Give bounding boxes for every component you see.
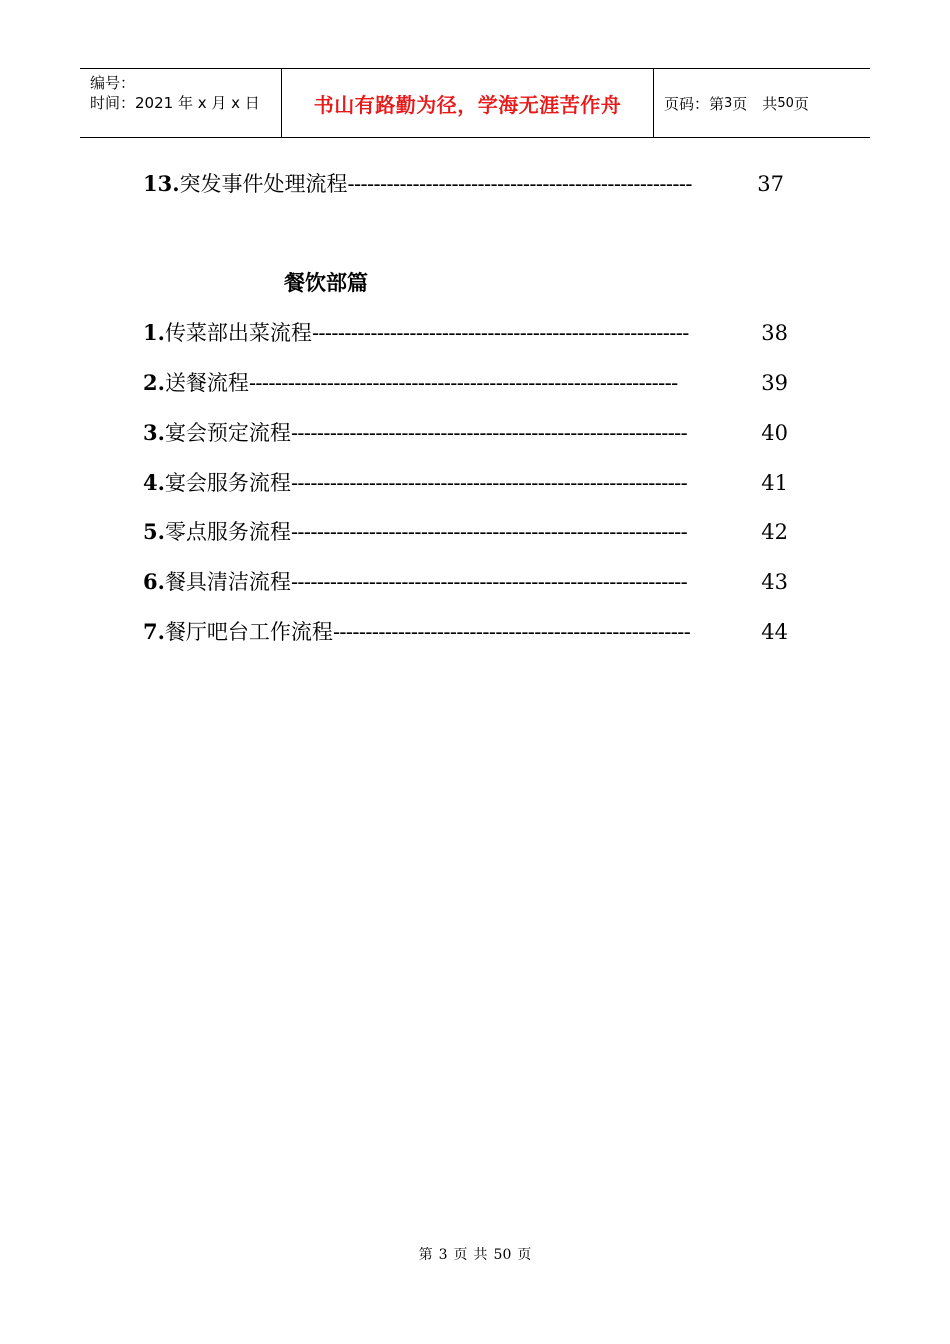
toc-entry-title: 宴会服务流程 <box>164 471 291 495</box>
toc-entry-title: 突发事件处理流程 <box>179 172 348 196</box>
page-suffix: 页 <box>793 94 809 113</box>
toc-leader-dots: ---------------------------------------------------------- <box>311 321 689 345</box>
time-label: 时间：2021 年 x 月 x 日 <box>90 94 260 112</box>
toc-entry-title: 餐具清洁流程 <box>164 570 291 594</box>
toc-entry-title: 零点服务流程 <box>164 520 291 544</box>
toc-entry-page: 39 <box>761 371 788 395</box>
toc-entry-page: 38 <box>761 321 788 345</box>
toc-entry-page: 41 <box>761 471 788 495</box>
header-table <box>80 68 870 138</box>
section-title: 餐饮部篇 <box>284 270 368 295</box>
toc-leader-dots: ------------------------------------------------------------- <box>290 471 688 495</box>
footer-num: 3 <box>438 1247 448 1263</box>
footer-c: 共 <box>473 1247 488 1263</box>
toc-entry-title: 宴会预定流程 <box>164 421 291 445</box>
toc-entry-6[interactable] <box>143 567 749 597</box>
toc-entry-1[interactable] <box>143 318 749 348</box>
footer-a: 第 <box>418 1247 433 1263</box>
toc-entry-title: 餐厅吧台工作流程 <box>164 620 333 644</box>
page-mid: 页 共 <box>732 94 778 113</box>
toc-entry-number: 7. <box>143 619 165 644</box>
toc-entry-page: 43 <box>761 570 788 594</box>
toc-entry-title: 传菜部出菜流程 <box>164 321 312 345</box>
toc-entry-number: 3. <box>143 420 165 445</box>
toc-leader-dots: ----------------------------------------------------- <box>347 172 692 196</box>
toc-entry-number: 4. <box>143 470 165 495</box>
toc-entry-number: 1. <box>143 320 165 345</box>
page-footer <box>0 1245 950 1265</box>
toc-entry-page: 37 <box>757 172 784 196</box>
toc-entry-13[interactable] <box>143 169 745 199</box>
toc-leader-dots: ------------------------------------------------------------------ <box>248 371 678 395</box>
toc-entry-page: 44 <box>761 620 788 644</box>
footer-d: 页 <box>517 1247 532 1263</box>
toc-entry-number: 2. <box>143 370 165 395</box>
toc-entry-number: 5. <box>143 519 165 544</box>
toc-leader-dots: ------------------------------------------------------------- <box>290 570 688 594</box>
toc-entry-number: 13. <box>143 171 180 196</box>
number-label: 编号： <box>90 74 136 92</box>
header-page-info <box>654 69 870 137</box>
toc-entry-4[interactable] <box>143 468 749 498</box>
header-meta-cell <box>80 69 282 137</box>
toc-entry-page: 42 <box>761 520 788 544</box>
page-num: 3 <box>724 95 733 111</box>
toc-entry-5[interactable] <box>143 517 749 547</box>
toc-leader-dots: ------------------------------------------------------------- <box>290 520 688 544</box>
toc-entry-page: 40 <box>761 421 788 445</box>
footer-b: 页 <box>453 1247 468 1263</box>
footer-total: 50 <box>493 1247 512 1263</box>
toc-entry-number: 6. <box>143 569 165 594</box>
page-prefix: 页码：第 <box>664 94 725 113</box>
toc-entry-2[interactable] <box>143 368 749 398</box>
page-total: 50 <box>777 95 794 111</box>
toc-leader-dots: ------------------------------------------------------- <box>332 620 691 644</box>
toc-entry-title: 送餐流程 <box>164 371 249 395</box>
toc-entry-3[interactable] <box>143 418 749 448</box>
toc-leader-dots: ------------------------------------------------------------- <box>290 421 688 445</box>
header-motto: 书山有路勤为径，学海无涯苦作舟 <box>282 69 654 137</box>
toc-entry-7[interactable] <box>143 617 749 647</box>
